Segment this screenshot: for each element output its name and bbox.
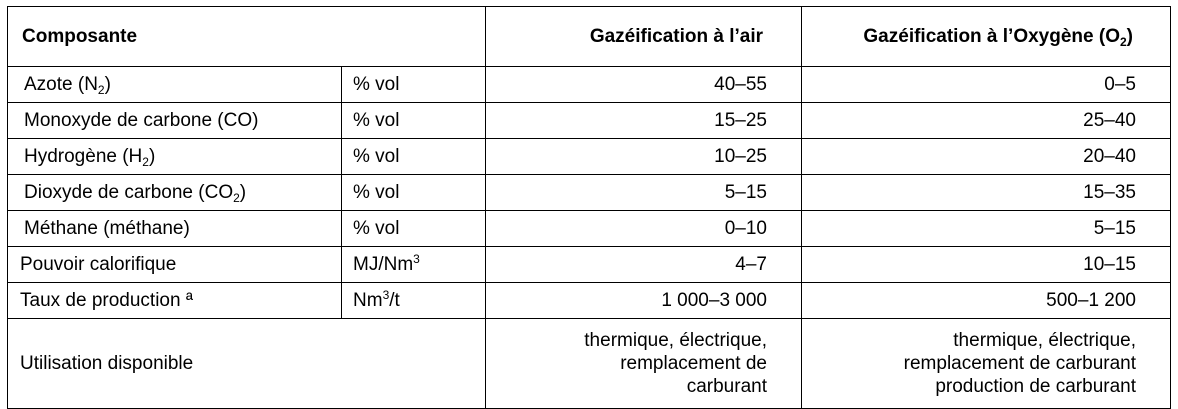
table-row	[8, 175, 1171, 211]
row-unit: % vol	[342, 175, 486, 211]
row-oxygen-value: 0–5	[802, 67, 1171, 103]
row-label: Pouvoir calorifique	[8, 247, 342, 283]
row-air-value: 1 000–3 000	[486, 283, 802, 319]
table-row	[8, 283, 1171, 319]
row-oxygen-value: 15–35	[802, 175, 1171, 211]
row-unit: % vol	[342, 103, 486, 139]
row-air-value: 10–25	[486, 139, 802, 175]
row-label: Azote $(N_2)$	[8, 67, 342, 103]
row-air-value	[486, 319, 802, 409]
row-air-value: 5–15	[486, 175, 802, 211]
table-header-row	[8, 7, 1171, 67]
row-air-value: 40–55	[486, 67, 802, 103]
header-oxygen-gasification: Gazéification à l’Oxygène $(O_2)$	[802, 7, 1171, 67]
header-air-gasification: Gazéification à l’air	[486, 7, 802, 67]
air-use-line: carburant	[686, 376, 767, 397]
row-air-value: 0–10	[486, 211, 802, 247]
row-unit: MJ/Nm$^3$	[342, 247, 486, 283]
row-oxygen-value: 20–40	[802, 139, 1171, 175]
oxygen-use-line: remplacement de carburant	[903, 353, 1136, 374]
table-row	[8, 103, 1171, 139]
row-label: Taux de production ª	[8, 283, 342, 319]
row-oxygen-value: 5–15	[802, 211, 1171, 247]
row-oxygen-value	[802, 319, 1171, 409]
row-label: Méthane (méthane)	[8, 211, 342, 247]
row-oxygen-value: 25–40	[802, 103, 1171, 139]
row-unit: % vol	[342, 67, 486, 103]
table-row	[8, 139, 1171, 175]
table-row	[8, 211, 1171, 247]
table-row-utilisation	[8, 319, 1171, 409]
row-label: Monoxyde de carbone (CO)	[8, 103, 342, 139]
row-label: Hydrogène $(H_2)$	[8, 139, 342, 175]
table-row	[8, 67, 1171, 103]
table-row	[8, 247, 1171, 283]
row-label: Dioxyde de carbone $(CO_2)$	[8, 175, 342, 211]
oxygen-use-line: thermique, électrique,	[953, 330, 1136, 351]
row-air-value: 4–7	[486, 247, 802, 283]
row-label: Utilisation disponible	[8, 319, 486, 409]
row-unit: Nm$^3$/t	[342, 283, 486, 319]
air-use-line: thermique, électrique,	[584, 330, 767, 351]
header-composante: Composante	[8, 7, 486, 67]
row-oxygen-value: 500–1 200	[802, 283, 1171, 319]
row-air-value: 15–25	[486, 103, 802, 139]
air-use-line: remplacement de	[620, 353, 767, 374]
row-unit: % vol	[342, 211, 486, 247]
gasification-composition-table	[7, 6, 1171, 409]
row-unit: % vol	[342, 139, 486, 175]
row-oxygen-value: 10–15	[802, 247, 1171, 283]
oxygen-use-line: production de carburant	[935, 376, 1136, 397]
